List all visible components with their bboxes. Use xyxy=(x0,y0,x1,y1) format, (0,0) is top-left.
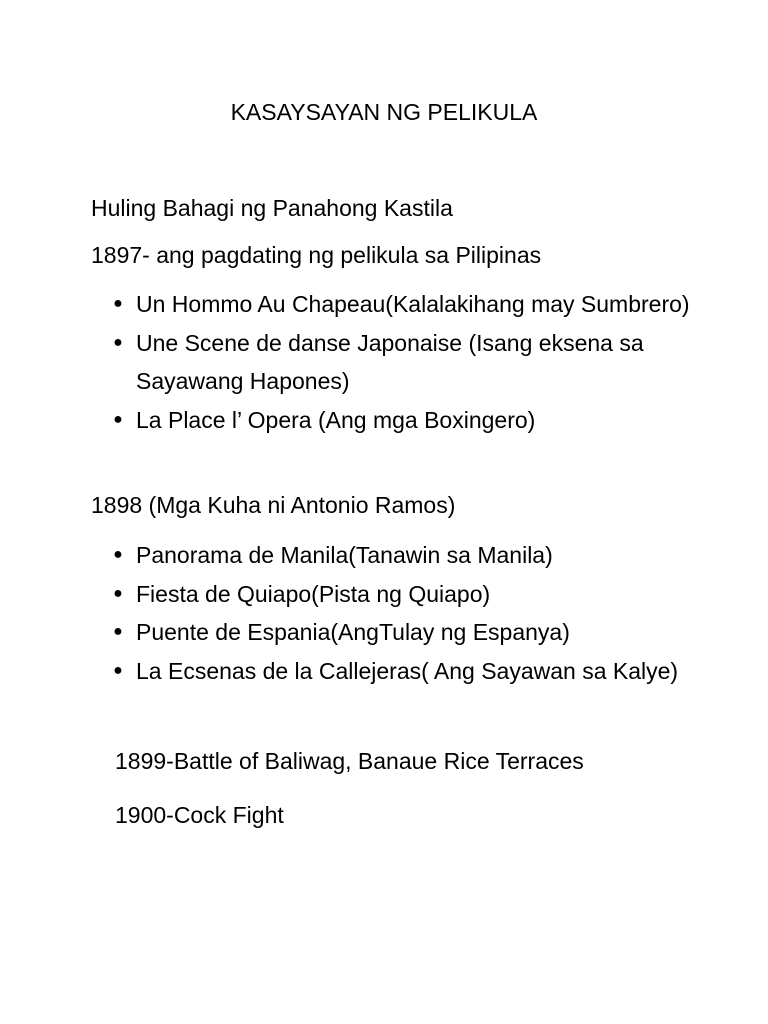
list-item xyxy=(0,575,700,614)
film-list-1898 xyxy=(0,536,700,690)
bullet-icon xyxy=(112,575,124,614)
list-item-text: Un Hommo Au Chapeau(Kalalakihang may Sumbrero) xyxy=(136,291,690,317)
list-item-text: Fiesta de Quiapo(Pista ng Quiapo) xyxy=(136,580,491,607)
list-item xyxy=(0,652,700,691)
list-item xyxy=(0,401,700,440)
document-title: KASAYSAYAN NG PELIKULA xyxy=(230,99,538,125)
list-item xyxy=(0,613,700,652)
list-item-text: La Place l’ Opera (Ang mga Boxingero) xyxy=(136,406,536,433)
bullet-icon xyxy=(112,652,124,691)
line-1900: 1900-Cock Fight xyxy=(115,802,284,828)
section-heading-1897: 1897- ang pagdating ng pelikula sa Pilipinas xyxy=(91,242,542,268)
line-1899: 1899-Battle of Baliwag, Banaue Rice Terraces xyxy=(115,748,584,774)
list-item-text: La Ecsenas de la Callejeras( Ang Sayawan sa Kalye) xyxy=(136,657,679,684)
list-item-text: Panorama de Manila(Tanawin sa Manila) xyxy=(136,542,553,568)
section-heading-spanish-era: Huling Bahagi ng Panahong Kastila xyxy=(91,195,453,221)
bullet-icon xyxy=(112,285,124,324)
list-item xyxy=(0,285,700,324)
list-item xyxy=(0,536,700,575)
bullet-icon xyxy=(112,324,124,363)
section-heading-1898: 1898 (Mga Kuha ni Antonio Ramos) xyxy=(91,492,456,518)
list-item xyxy=(0,324,700,401)
bullet-icon xyxy=(112,536,124,575)
bullet-icon xyxy=(112,401,124,440)
bullet-icon xyxy=(112,613,124,652)
list-item-text: Puente de Espania(AngTulay ng Espanya) xyxy=(136,619,570,645)
list-item-text: Une Scene de danse Japonaise (Isang eksena sa Sayawang Hapones) xyxy=(136,329,644,394)
film-list-1897 xyxy=(0,285,700,439)
